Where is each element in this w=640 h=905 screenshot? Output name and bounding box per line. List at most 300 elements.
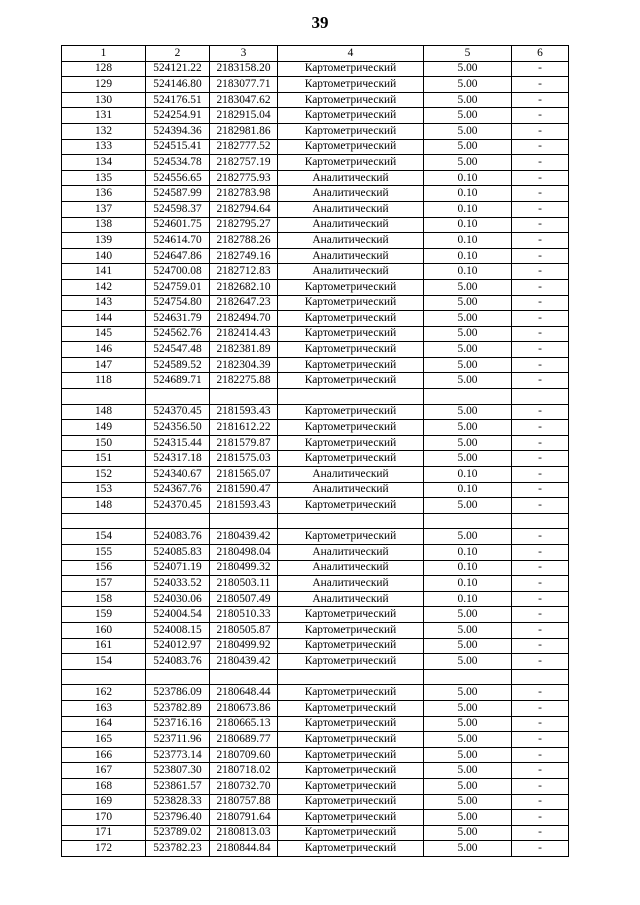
y-coordinate-cell: 2180673.86 <box>210 700 278 716</box>
x-coordinate-cell: 524394.36 <box>146 123 210 139</box>
method-cell: Картометрический <box>278 61 424 77</box>
point-number-cell: 146 <box>62 342 146 358</box>
point-number-cell: 171 <box>62 825 146 841</box>
table-row <box>62 825 569 841</box>
point-number-cell: 170 <box>62 810 146 826</box>
header-x-coordinate: 2 <box>146 46 210 62</box>
point-number-cell: 134 <box>62 155 146 171</box>
x-coordinate-cell: 524689.71 <box>146 373 210 389</box>
y-coordinate-cell: 2181593.43 <box>210 404 278 420</box>
y-coordinate-cell: 2182775.93 <box>210 170 278 186</box>
table-row <box>62 342 569 358</box>
point-number-cell: 151 <box>62 451 146 467</box>
point-number-cell: 147 <box>62 357 146 373</box>
x-coordinate-cell: 523796.40 <box>146 810 210 826</box>
y-coordinate-cell: 2182381.89 <box>210 342 278 358</box>
y-coordinate-cell: 2183077.71 <box>210 77 278 93</box>
method-cell: Картометрический <box>278 357 424 373</box>
point-number-cell: 149 <box>62 420 146 436</box>
table-row <box>62 311 569 327</box>
y-coordinate-cell: 2181565.07 <box>210 467 278 483</box>
table-row <box>62 217 569 233</box>
point-number-cell: 128 <box>62 61 146 77</box>
accuracy-cell: 0.10 <box>424 248 512 264</box>
table-row <box>62 576 569 592</box>
x-coordinate-cell: 524340.67 <box>146 467 210 483</box>
method-cell: Картометрический <box>278 638 424 654</box>
accuracy-cell: 0.10 <box>424 482 512 498</box>
note-cell: - <box>512 763 569 779</box>
x-coordinate-cell: 523716.16 <box>146 716 210 732</box>
x-coordinate-cell: 524647.86 <box>146 248 210 264</box>
table-row <box>62 810 569 826</box>
method-cell: Картометрический <box>278 841 424 857</box>
note-cell: - <box>512 435 569 451</box>
y-coordinate-cell: 2182494.70 <box>210 311 278 327</box>
x-coordinate-cell: 524356.50 <box>146 420 210 436</box>
method-cell: Картометрический <box>278 685 424 701</box>
note-cell: - <box>512 311 569 327</box>
point-number-cell: 152 <box>62 467 146 483</box>
point-number-cell: 168 <box>62 778 146 794</box>
accuracy-cell: 5.00 <box>424 295 512 311</box>
table-row <box>62 77 569 93</box>
y-coordinate-cell <box>210 513 278 529</box>
y-coordinate-cell: 2180507.49 <box>210 591 278 607</box>
note-cell: - <box>512 139 569 155</box>
method-cell: Аналитический <box>278 170 424 186</box>
note-cell: - <box>512 451 569 467</box>
accuracy-cell: 5.00 <box>424 825 512 841</box>
note-cell: - <box>512 77 569 93</box>
accuracy-cell: 5.00 <box>424 763 512 779</box>
accuracy-cell: 5.00 <box>424 279 512 295</box>
method-cell: Картометрический <box>278 700 424 716</box>
y-coordinate-cell: 2180718.02 <box>210 763 278 779</box>
note-cell: - <box>512 607 569 623</box>
accuracy-cell: 5.00 <box>424 108 512 124</box>
table-body <box>62 61 569 856</box>
y-coordinate-cell: 2182275.88 <box>210 373 278 389</box>
method-cell: Картометрический <box>278 342 424 358</box>
accuracy-cell: 5.00 <box>424 420 512 436</box>
y-coordinate-cell: 2182777.52 <box>210 139 278 155</box>
table-row <box>62 201 569 217</box>
accuracy-cell: 5.00 <box>424 373 512 389</box>
header-method: 4 <box>278 46 424 62</box>
y-coordinate-cell: 2181579.87 <box>210 435 278 451</box>
x-coordinate-cell: 523773.14 <box>146 747 210 763</box>
x-coordinate-cell: 524700.08 <box>146 264 210 280</box>
x-coordinate-cell: 524614.70 <box>146 233 210 249</box>
method-cell: Картометрический <box>278 778 424 794</box>
x-coordinate-cell: 524589.52 <box>146 357 210 373</box>
table-row <box>62 357 569 373</box>
y-coordinate-cell: 2182794.64 <box>210 201 278 217</box>
accuracy-cell: 5.00 <box>424 685 512 701</box>
x-coordinate-cell: 524317.18 <box>146 451 210 467</box>
y-coordinate-cell: 2183047.62 <box>210 92 278 108</box>
accuracy-cell: 5.00 <box>424 357 512 373</box>
accuracy-cell: 5.00 <box>424 139 512 155</box>
y-coordinate-cell: 2182414.43 <box>210 326 278 342</box>
note-cell: - <box>512 170 569 186</box>
x-coordinate-cell: 524367.76 <box>146 482 210 498</box>
point-number-cell: 150 <box>62 435 146 451</box>
method-cell: Аналитический <box>278 591 424 607</box>
accuracy-cell: 5.00 <box>424 732 512 748</box>
x-coordinate-cell: 523782.23 <box>146 841 210 857</box>
x-coordinate-cell: 524030.06 <box>146 591 210 607</box>
accuracy-cell: 5.00 <box>424 123 512 139</box>
x-coordinate-cell: 524562.76 <box>146 326 210 342</box>
method-cell: Аналитический <box>278 248 424 264</box>
note-cell: - <box>512 560 569 576</box>
y-coordinate-cell: 2182788.26 <box>210 233 278 249</box>
x-coordinate-cell: 523782.89 <box>146 700 210 716</box>
accuracy-cell: 0.10 <box>424 467 512 483</box>
x-coordinate-cell: 524083.76 <box>146 529 210 545</box>
y-coordinate-cell: 2182757.19 <box>210 155 278 171</box>
method-cell: Картометрический <box>278 420 424 436</box>
x-coordinate-cell: 524754.80 <box>146 295 210 311</box>
point-number-cell: 135 <box>62 170 146 186</box>
x-coordinate-cell: 524121.22 <box>146 61 210 77</box>
note-cell <box>512 669 569 685</box>
y-coordinate-cell: 2180665.13 <box>210 716 278 732</box>
accuracy-cell: 0.10 <box>424 217 512 233</box>
y-coordinate-cell: 2180510.33 <box>210 607 278 623</box>
point-number-cell: 129 <box>62 77 146 93</box>
x-coordinate-cell: 524547.48 <box>146 342 210 358</box>
table-row <box>62 622 569 638</box>
table-row <box>62 186 569 202</box>
accuracy-cell: 0.10 <box>424 545 512 561</box>
y-coordinate-cell: 2180844.84 <box>210 841 278 857</box>
y-coordinate-cell: 2182915.04 <box>210 108 278 124</box>
accuracy-cell: 5.00 <box>424 311 512 327</box>
note-cell: - <box>512 233 569 249</box>
note-cell: - <box>512 622 569 638</box>
note-cell: - <box>512 545 569 561</box>
x-coordinate-cell: 524176.51 <box>146 92 210 108</box>
x-coordinate-cell: 524370.45 <box>146 498 210 514</box>
method-cell: Картометрический <box>278 279 424 295</box>
y-coordinate-cell: 2182749.16 <box>210 248 278 264</box>
accuracy-cell: 5.00 <box>424 77 512 93</box>
point-number-cell: 142 <box>62 279 146 295</box>
point-number-cell: 148 <box>62 404 146 420</box>
note-cell <box>512 389 569 405</box>
header-note: 6 <box>512 46 569 62</box>
y-coordinate-cell: 2181575.03 <box>210 451 278 467</box>
y-coordinate-cell: 2180757.88 <box>210 794 278 810</box>
y-coordinate-cell: 2180498.04 <box>210 545 278 561</box>
table-row <box>62 841 569 857</box>
x-coordinate-cell: 524012.97 <box>146 638 210 654</box>
point-number-cell: 143 <box>62 295 146 311</box>
method-cell: Картометрический <box>278 435 424 451</box>
table-row <box>62 248 569 264</box>
table-row <box>62 295 569 311</box>
accuracy-cell <box>424 669 512 685</box>
point-number-cell: 156 <box>62 560 146 576</box>
method-cell <box>278 669 424 685</box>
y-coordinate-cell: 2183158.20 <box>210 61 278 77</box>
point-number-cell: 158 <box>62 591 146 607</box>
accuracy-cell: 5.00 <box>424 716 512 732</box>
accuracy-cell: 5.00 <box>424 841 512 857</box>
y-coordinate-cell: 2181612.22 <box>210 420 278 436</box>
method-cell <box>278 513 424 529</box>
y-coordinate-cell <box>210 669 278 685</box>
method-cell: Картометрический <box>278 498 424 514</box>
x-coordinate-cell <box>146 669 210 685</box>
table-row <box>62 732 569 748</box>
method-cell: Аналитический <box>278 201 424 217</box>
table-row <box>62 61 569 77</box>
y-coordinate-cell: 2180499.32 <box>210 560 278 576</box>
accuracy-cell: 0.10 <box>424 560 512 576</box>
table-row <box>62 326 569 342</box>
table-row <box>62 763 569 779</box>
header-point-number: 1 <box>62 46 146 62</box>
x-coordinate-cell <box>146 389 210 405</box>
accuracy-cell: 5.00 <box>424 638 512 654</box>
method-cell: Картометрический <box>278 155 424 171</box>
accuracy-cell: 5.00 <box>424 155 512 171</box>
accuracy-cell: 5.00 <box>424 747 512 763</box>
table-row <box>62 170 569 186</box>
table-row <box>62 498 569 514</box>
point-number-cell: 148 <box>62 498 146 514</box>
note-cell: - <box>512 123 569 139</box>
method-cell: Картометрический <box>278 92 424 108</box>
note-cell: - <box>512 716 569 732</box>
x-coordinate-cell: 523711.96 <box>146 732 210 748</box>
method-cell: Картометрический <box>278 810 424 826</box>
accuracy-cell: 5.00 <box>424 498 512 514</box>
y-coordinate-cell <box>210 389 278 405</box>
note-cell: - <box>512 326 569 342</box>
y-coordinate-cell: 2180439.42 <box>210 529 278 545</box>
note-cell: - <box>512 778 569 794</box>
header-accuracy: 5 <box>424 46 512 62</box>
note-cell: - <box>512 61 569 77</box>
note-cell: - <box>512 529 569 545</box>
x-coordinate-cell: 524004.54 <box>146 607 210 623</box>
accuracy-cell: 5.00 <box>424 342 512 358</box>
method-cell: Картометрический <box>278 716 424 732</box>
note-cell: - <box>512 498 569 514</box>
point-number-cell: 157 <box>62 576 146 592</box>
method-cell: Аналитический <box>278 467 424 483</box>
method-cell: Картометрический <box>278 794 424 810</box>
note-cell: - <box>512 155 569 171</box>
x-coordinate-cell: 524556.65 <box>146 170 210 186</box>
accuracy-cell: 5.00 <box>424 326 512 342</box>
method-cell: Картометрический <box>278 404 424 420</box>
x-coordinate-cell: 524759.01 <box>146 279 210 295</box>
method-cell: Картометрический <box>278 654 424 670</box>
method-cell: Картометрический <box>278 622 424 638</box>
table-row <box>62 794 569 810</box>
table-row <box>62 685 569 701</box>
table-row <box>62 108 569 124</box>
table-row <box>62 467 569 483</box>
x-coordinate-cell <box>146 513 210 529</box>
table-row <box>62 607 569 623</box>
point-number-cell: 138 <box>62 217 146 233</box>
method-cell <box>278 389 424 405</box>
note-cell: - <box>512 467 569 483</box>
accuracy-cell: 0.10 <box>424 233 512 249</box>
note-cell: - <box>512 482 569 498</box>
note-cell: - <box>512 279 569 295</box>
method-cell: Картометрический <box>278 763 424 779</box>
point-number-cell: 162 <box>62 685 146 701</box>
method-cell: Аналитический <box>278 264 424 280</box>
table-row <box>62 233 569 249</box>
accuracy-cell: 5.00 <box>424 810 512 826</box>
note-cell <box>512 513 569 529</box>
method-cell: Аналитический <box>278 233 424 249</box>
accuracy-cell: 0.10 <box>424 170 512 186</box>
table-row <box>62 279 569 295</box>
method-cell: Аналитический <box>278 482 424 498</box>
point-number-cell: 144 <box>62 311 146 327</box>
point-number-cell: 154 <box>62 654 146 670</box>
method-cell: Картометрический <box>278 607 424 623</box>
note-cell: - <box>512 373 569 389</box>
table-row <box>62 529 569 545</box>
y-coordinate-cell: 2182647.23 <box>210 295 278 311</box>
note-cell: - <box>512 108 569 124</box>
accuracy-cell: 5.00 <box>424 451 512 467</box>
y-coordinate-cell: 2180439.42 <box>210 654 278 670</box>
point-number-cell: 159 <box>62 607 146 623</box>
table-row <box>62 420 569 436</box>
page-number: 39 <box>311 13 329 32</box>
separator-row <box>62 389 569 405</box>
table-row <box>62 545 569 561</box>
point-number-cell: 137 <box>62 201 146 217</box>
x-coordinate-cell: 524515.41 <box>146 139 210 155</box>
method-cell: Картометрический <box>278 108 424 124</box>
y-coordinate-cell: 2182682.10 <box>210 279 278 295</box>
note-cell: - <box>512 295 569 311</box>
table-row <box>62 373 569 389</box>
table-row <box>62 716 569 732</box>
table-row <box>62 404 569 420</box>
point-number-cell <box>62 389 146 405</box>
point-number-cell: 161 <box>62 638 146 654</box>
method-cell: Аналитический <box>278 217 424 233</box>
note-cell: - <box>512 217 569 233</box>
point-number-cell: 167 <box>62 763 146 779</box>
accuracy-cell: 0.10 <box>424 264 512 280</box>
y-coordinate-cell: 2182783.98 <box>210 186 278 202</box>
y-coordinate-cell: 2180499.92 <box>210 638 278 654</box>
y-coordinate-cell: 2181593.43 <box>210 498 278 514</box>
note-cell: - <box>512 825 569 841</box>
note-cell: - <box>512 420 569 436</box>
method-cell: Картометрический <box>278 732 424 748</box>
point-number-cell: 169 <box>62 794 146 810</box>
note-cell: - <box>512 638 569 654</box>
x-coordinate-cell: 523861.57 <box>146 778 210 794</box>
y-coordinate-cell: 2180709.60 <box>210 747 278 763</box>
accuracy-cell: 5.00 <box>424 794 512 810</box>
separator-row <box>62 513 569 529</box>
method-cell: Картометрический <box>278 825 424 841</box>
point-number-cell: 153 <box>62 482 146 498</box>
x-coordinate-cell: 524587.99 <box>146 186 210 202</box>
method-cell: Картометрический <box>278 295 424 311</box>
x-coordinate-cell: 524534.78 <box>146 155 210 171</box>
table-row <box>62 155 569 171</box>
y-coordinate-cell: 2180813.03 <box>210 825 278 841</box>
table-row <box>62 591 569 607</box>
point-number-cell: 164 <box>62 716 146 732</box>
point-number-cell: 132 <box>62 123 146 139</box>
point-number-cell: 154 <box>62 529 146 545</box>
x-coordinate-cell: 524315.44 <box>146 435 210 451</box>
accuracy-cell: 5.00 <box>424 700 512 716</box>
note-cell: - <box>512 794 569 810</box>
x-coordinate-cell: 524085.83 <box>146 545 210 561</box>
accuracy-cell: 5.00 <box>424 654 512 670</box>
method-cell: Аналитический <box>278 560 424 576</box>
point-number-cell: 130 <box>62 92 146 108</box>
table-header-row <box>62 46 569 62</box>
point-number-cell: 160 <box>62 622 146 638</box>
table-row <box>62 451 569 467</box>
table-row <box>62 435 569 451</box>
x-coordinate-cell: 524601.75 <box>146 217 210 233</box>
y-coordinate-cell: 2182981.86 <box>210 123 278 139</box>
note-cell: - <box>512 186 569 202</box>
accuracy-cell: 5.00 <box>424 622 512 638</box>
accuracy-cell: 5.00 <box>424 435 512 451</box>
method-cell: Аналитический <box>278 186 424 202</box>
table-row <box>62 92 569 108</box>
method-cell: Аналитический <box>278 545 424 561</box>
note-cell: - <box>512 357 569 373</box>
table-row <box>62 778 569 794</box>
point-number-cell: 163 <box>62 700 146 716</box>
note-cell: - <box>512 576 569 592</box>
y-coordinate-cell: 2180505.87 <box>210 622 278 638</box>
point-number-cell: 140 <box>62 248 146 264</box>
accuracy-cell: 0.10 <box>424 576 512 592</box>
x-coordinate-cell: 523828.33 <box>146 794 210 810</box>
x-coordinate-cell: 524033.52 <box>146 576 210 592</box>
x-coordinate-cell: 524071.19 <box>146 560 210 576</box>
note-cell: - <box>512 841 569 857</box>
point-number-cell: 133 <box>62 139 146 155</box>
note-cell: - <box>512 201 569 217</box>
note-cell: - <box>512 685 569 701</box>
y-coordinate-cell: 2181590.47 <box>210 482 278 498</box>
accuracy-cell: 5.00 <box>424 607 512 623</box>
x-coordinate-cell: 523789.02 <box>146 825 210 841</box>
method-cell: Аналитический <box>278 576 424 592</box>
method-cell: Картометрический <box>278 373 424 389</box>
point-number-cell: 165 <box>62 732 146 748</box>
note-cell: - <box>512 591 569 607</box>
y-coordinate-cell: 2182712.83 <box>210 264 278 280</box>
